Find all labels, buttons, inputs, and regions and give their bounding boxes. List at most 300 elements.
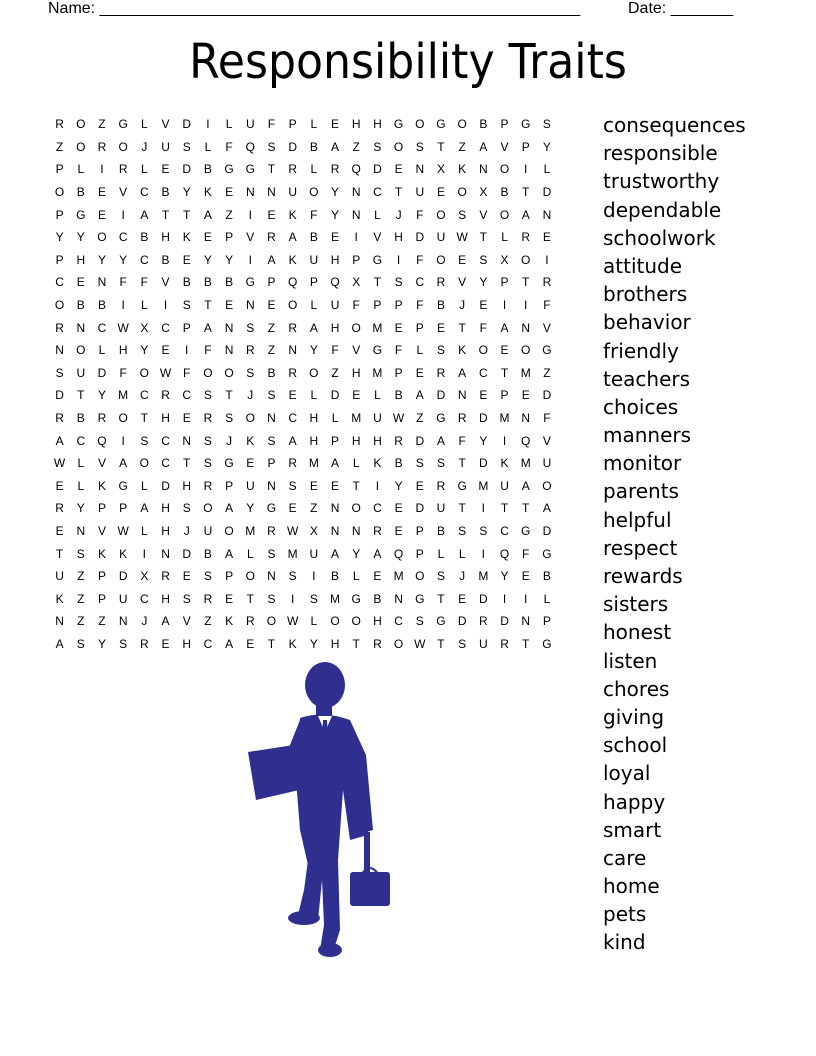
- grid-letter: D: [436, 388, 446, 403]
- grid-letter: T: [437, 591, 445, 606]
- grid-letter: B: [203, 546, 212, 561]
- grid-letter: D: [542, 523, 552, 538]
- grid-letter: L: [141, 298, 148, 313]
- grid-letter: N: [76, 523, 86, 538]
- grid-letter: O: [478, 343, 489, 358]
- grid-letter: T: [267, 162, 276, 177]
- grid-letter: N: [521, 614, 531, 629]
- grid-letter: B: [500, 185, 509, 200]
- grid-letter: F: [543, 298, 551, 313]
- grid-letter: W: [392, 411, 405, 426]
- grid-letter: F: [331, 343, 339, 358]
- grid-letter: F: [458, 433, 466, 448]
- grid-letter: F: [204, 343, 212, 358]
- grid-letter: G: [436, 117, 446, 132]
- grid-letter: Y: [97, 252, 106, 267]
- grid-letter: R: [140, 636, 149, 651]
- grid-letter: C: [161, 320, 170, 335]
- grid-letter: M: [118, 388, 129, 403]
- grid-letter: Y: [331, 207, 340, 222]
- grid-letter: R: [203, 411, 213, 426]
- grid-letter: F: [543, 411, 551, 426]
- grid-letter: V: [161, 117, 170, 132]
- grid-letter: G: [436, 411, 446, 426]
- grid-letter: T: [183, 207, 191, 222]
- grid-letter: N: [542, 207, 552, 222]
- grid-letter: F: [479, 320, 488, 335]
- grid-letter: T: [204, 298, 212, 313]
- grid-letter: N: [521, 320, 531, 335]
- word-list-item: teachers: [603, 366, 691, 391]
- grid-letter: O: [457, 185, 467, 200]
- grid-letter: E: [458, 591, 467, 606]
- grid-letter: O: [224, 523, 234, 538]
- grid-letter: I: [248, 207, 252, 222]
- grid-row: [49, 339, 585, 362]
- grid-letter: J: [395, 207, 402, 222]
- grid-letter: Y: [352, 546, 361, 561]
- grid-letter: V: [479, 207, 488, 222]
- grid-letter: N: [245, 185, 255, 200]
- grid-letter: L: [437, 546, 445, 561]
- grid-letter: T: [246, 591, 254, 606]
- grid-letter: L: [141, 162, 148, 177]
- grid-letter: G: [542, 636, 552, 651]
- grid-letter: U: [415, 185, 425, 200]
- grid-letter: R: [288, 456, 297, 471]
- grid-letter: C: [76, 433, 86, 448]
- word-list-item: parents: [603, 479, 679, 504]
- grid-letter: I: [354, 230, 358, 245]
- grid-letter: U: [373, 411, 382, 426]
- grid-letter: R: [288, 162, 297, 177]
- word-list-item: honest: [603, 620, 672, 645]
- grid-letter: L: [98, 343, 106, 358]
- word-list-item: manners: [603, 423, 692, 448]
- grid-letter: E: [182, 411, 191, 426]
- grid-letter: R: [267, 230, 276, 245]
- grid-letter: V: [97, 456, 106, 471]
- grid-letter: A: [309, 320, 318, 335]
- grid-letter: U: [436, 501, 446, 516]
- grid-letter: Z: [458, 139, 466, 154]
- grid-letter: L: [77, 478, 85, 493]
- grid-letter: A: [542, 501, 551, 516]
- grid-letter: P: [309, 275, 318, 290]
- grid-letter: A: [225, 636, 234, 651]
- word-list-item: sisters: [603, 592, 669, 617]
- grid-letter: J: [141, 614, 148, 629]
- grid-letter: E: [394, 523, 403, 538]
- grid-letter: O: [393, 636, 404, 651]
- grid-letter: R: [373, 523, 382, 538]
- grid-letter: E: [352, 388, 361, 403]
- grid-letter: B: [203, 162, 212, 177]
- grid-letter: R: [436, 365, 446, 380]
- grid-letter: O: [393, 139, 404, 154]
- grid-letter: O: [139, 456, 150, 471]
- grid-letter: O: [139, 365, 150, 380]
- grid-row: [49, 633, 585, 656]
- grid-letter: N: [118, 614, 128, 629]
- grid-letter: O: [309, 365, 319, 380]
- grid-letter: W: [159, 365, 172, 380]
- grid-letter: J: [247, 388, 254, 403]
- grid-letter: Y: [76, 230, 85, 245]
- grid-letter: K: [458, 162, 467, 177]
- grid-letter: Y: [500, 569, 509, 584]
- grid-letter: Z: [352, 139, 360, 154]
- grid-letter: Y: [140, 343, 149, 358]
- grid-letter: S: [182, 298, 191, 313]
- grid-letter: K: [182, 230, 191, 245]
- grid-letter: P: [415, 523, 424, 538]
- grid-letter: O: [245, 569, 255, 584]
- grid-letter: V: [373, 230, 382, 245]
- grid-letter: P: [415, 546, 424, 561]
- grid-letter: T: [500, 501, 509, 516]
- grid-letter: N: [330, 523, 340, 538]
- grid-letter: U: [288, 185, 297, 200]
- grid-letter: O: [203, 365, 213, 380]
- grid-letter: A: [500, 320, 509, 335]
- grid-letter: Z: [55, 139, 64, 154]
- grid-letter: V: [458, 275, 467, 290]
- header: [48, 0, 748, 20]
- grid-letter: A: [140, 501, 149, 516]
- grid-letter: O: [203, 501, 213, 516]
- grid-letter: A: [458, 365, 467, 380]
- grid-letter: O: [287, 298, 298, 313]
- grid-letter: T: [140, 411, 149, 426]
- grid-letter: S: [203, 569, 212, 584]
- grid-letter: C: [118, 230, 128, 245]
- grid-letter: S: [288, 478, 297, 493]
- grid-letter: Z: [267, 343, 276, 358]
- grid-letter: Y: [97, 388, 106, 403]
- grid-letter: G: [457, 478, 467, 493]
- grid-letter: N: [267, 411, 276, 426]
- grid-letter: E: [246, 636, 255, 651]
- businessman-silhouette-icon: [238, 660, 408, 960]
- grid-letter: I: [502, 298, 507, 313]
- grid-letter: W: [456, 230, 468, 245]
- grid-letter: L: [310, 298, 318, 313]
- grid-letter: E: [436, 185, 445, 200]
- grid-letter: O: [521, 343, 531, 358]
- grid-row: [49, 475, 585, 498]
- grid-letter: T: [522, 185, 530, 200]
- grid-letter: D: [479, 456, 488, 471]
- grid-letter: R: [436, 275, 446, 290]
- grid-letter: I: [100, 162, 104, 177]
- grid-letter: S: [182, 591, 191, 606]
- grid-letter: N: [267, 478, 276, 493]
- grid-letter: X: [309, 523, 318, 538]
- grid-letter: C: [373, 501, 382, 516]
- grid-letter: S: [458, 636, 467, 651]
- grid-letter: S: [203, 456, 212, 471]
- grid-letter: N: [267, 569, 276, 584]
- grid-letter: T: [55, 546, 64, 561]
- grid-letter: O: [351, 501, 361, 516]
- grid-letter: S: [246, 365, 255, 380]
- grid-letter: P: [97, 569, 106, 584]
- word-list-item: friendly: [603, 338, 679, 363]
- grid-row: [49, 384, 585, 407]
- grid-letter: D: [373, 162, 382, 177]
- word-list-item: respect: [603, 535, 678, 560]
- grid-letter: P: [55, 207, 64, 222]
- grid-letter: L: [141, 117, 148, 132]
- grid-letter: L: [141, 523, 148, 538]
- grid-letter: H: [330, 320, 340, 335]
- grid-letter: A: [288, 433, 297, 448]
- grid-letter: X: [140, 320, 149, 335]
- grid-letter: P: [542, 614, 551, 629]
- word-list-item: pets: [603, 902, 647, 927]
- grid-letter: E: [436, 320, 445, 335]
- grid-letter: D: [415, 501, 425, 516]
- grid-letter: O: [415, 569, 425, 584]
- grid-letter: K: [458, 343, 467, 358]
- word-list-item: consequences: [603, 113, 746, 137]
- grid-letter: C: [203, 636, 213, 651]
- grid-letter: A: [479, 139, 488, 154]
- grid-letter: I: [142, 546, 147, 561]
- grid-letter: B: [182, 275, 191, 290]
- grid-letter: S: [246, 320, 255, 335]
- grid-row: [49, 113, 585, 136]
- grid-row: [49, 249, 585, 272]
- grid-letter: E: [331, 478, 340, 493]
- grid-letter: R: [288, 320, 297, 335]
- grid-letter: G: [521, 523, 531, 538]
- grid-letter: G: [521, 117, 531, 132]
- grid-letter: P: [55, 162, 64, 177]
- grid-letter: E: [225, 298, 234, 313]
- grid-letter: I: [524, 298, 528, 313]
- date-field-label: Date: _______: [628, 0, 733, 17]
- grid-row: [49, 294, 585, 317]
- grid-letter: H: [118, 343, 128, 358]
- grid-letter: L: [543, 162, 551, 177]
- grid-letter: T: [437, 636, 445, 651]
- grid-letter: Q: [97, 433, 107, 448]
- grid-letter: S: [267, 591, 276, 606]
- grid-letter: Q: [521, 433, 531, 448]
- grid-letter: R: [394, 433, 403, 448]
- grid-letter: N: [267, 185, 276, 200]
- word-list-item: schoolwork: [603, 225, 716, 250]
- grid-letter: H: [161, 230, 170, 245]
- grid-letter: A: [55, 636, 64, 651]
- grid-letter: S: [182, 139, 191, 154]
- grid-letter: L: [374, 207, 381, 222]
- grid-letter: N: [224, 343, 234, 358]
- grid-letter: L: [352, 456, 360, 471]
- grid-letter: Q: [351, 162, 361, 177]
- grid-letter: F: [267, 117, 276, 132]
- grid-letter: B: [140, 230, 149, 245]
- grid-letter: O: [521, 252, 531, 267]
- grid-letter: T: [352, 478, 360, 493]
- grid-letter: M: [520, 456, 531, 471]
- grid-letter: O: [54, 185, 65, 200]
- word-list-item: trustworthy: [603, 169, 720, 194]
- grid-letter: L: [77, 456, 85, 471]
- grid-letter: H: [182, 636, 192, 651]
- word-list-item: brothers: [603, 282, 688, 307]
- grid-letter: N: [394, 591, 403, 606]
- grid-letter: M: [520, 365, 531, 380]
- grid-letter: C: [140, 252, 149, 267]
- grid-letter: G: [245, 162, 255, 177]
- grid-letter: F: [225, 139, 233, 154]
- grid-letter: K: [373, 456, 382, 471]
- grid-letter: Y: [203, 252, 212, 267]
- grid-letter: T: [522, 501, 530, 516]
- grid-letter: E: [55, 523, 64, 538]
- grid-letter: M: [478, 478, 489, 493]
- grid-letter: B: [76, 298, 85, 313]
- grid-letter: L: [501, 230, 508, 245]
- grid-letter: L: [77, 162, 85, 177]
- grid-letter: G: [224, 162, 234, 177]
- grid-letter: Q: [499, 546, 510, 561]
- grid-letter: U: [203, 523, 213, 538]
- grid-letter: G: [266, 501, 277, 516]
- grid-letter: T: [77, 388, 85, 403]
- grid-letter: R: [55, 501, 64, 516]
- grid-letter: E: [309, 478, 318, 493]
- grid-letter: Y: [76, 501, 85, 516]
- grid-letter: K: [97, 546, 106, 561]
- grid-letter: T: [161, 207, 170, 222]
- grid-letter: O: [351, 614, 361, 629]
- grid-letter: S: [203, 388, 212, 403]
- grid-letter: C: [140, 388, 149, 403]
- grid-letter: S: [76, 636, 85, 651]
- grid-letter: S: [415, 614, 424, 629]
- word-list-item: home: [603, 874, 660, 899]
- grid-letter: Y: [309, 343, 318, 358]
- grid-letter: P: [97, 591, 106, 606]
- grid-letter: E: [225, 591, 234, 606]
- grid-letter: S: [436, 569, 445, 584]
- grid-letter: A: [288, 230, 297, 245]
- grid-letter: F: [119, 275, 127, 290]
- grid-letter: B: [436, 523, 445, 538]
- grid-row: [49, 610, 585, 633]
- grid-letter: D: [415, 230, 425, 245]
- grid-letter: K: [203, 185, 212, 200]
- grid-letter: B: [76, 185, 85, 200]
- grid-letter: N: [521, 411, 531, 426]
- word-list-item: school: [603, 733, 668, 758]
- grid-letter: P: [55, 252, 64, 267]
- grid-letter: E: [479, 298, 488, 313]
- grid-letter: F: [394, 343, 403, 358]
- word-list-item: monitor: [603, 451, 682, 476]
- grid-letter: E: [161, 636, 170, 651]
- word-list-item: rewards: [603, 564, 683, 588]
- grid-letter: V: [500, 139, 509, 154]
- grid-letter: T: [522, 275, 530, 290]
- grid-letter: R: [330, 162, 340, 177]
- grid-letter: N: [351, 207, 361, 222]
- grid-letter: C: [373, 185, 382, 200]
- word-list-item: dependable: [603, 197, 722, 222]
- grid-letter: D: [330, 388, 340, 403]
- grid-letter: F: [352, 298, 360, 313]
- grid-letter: T: [352, 636, 360, 651]
- grid-letter: C: [394, 614, 403, 629]
- grid-letter: R: [55, 117, 64, 132]
- grid-letter: S: [267, 388, 276, 403]
- grid-letter: C: [415, 275, 425, 290]
- grid-letter: X: [436, 162, 445, 177]
- grid-letter: L: [352, 569, 360, 584]
- grid-letter: A: [161, 614, 170, 629]
- grid-letter: S: [267, 433, 276, 448]
- grid-row: [49, 181, 585, 204]
- grid-letter: I: [524, 591, 528, 606]
- grid-letter: Z: [98, 614, 106, 629]
- grid-letter: O: [76, 139, 86, 154]
- grid-letter: N: [479, 162, 488, 177]
- grid-letter: N: [351, 185, 361, 200]
- grid-letter: H: [351, 433, 361, 448]
- grid-letter: E: [246, 456, 255, 471]
- grid-letter: W: [117, 523, 129, 538]
- grid-letter: D: [457, 614, 467, 629]
- grid-letter: U: [76, 365, 86, 380]
- grid-letter: P: [394, 298, 403, 313]
- grid-letter: R: [542, 275, 552, 290]
- grid-letter: H: [373, 433, 382, 448]
- word-list-item: loyal: [603, 761, 651, 786]
- grid-letter: N: [182, 433, 192, 448]
- grid-letter: T: [373, 275, 382, 290]
- grid-letter: N: [55, 343, 64, 358]
- grid-letter: E: [161, 343, 170, 358]
- grid-letter: S: [119, 636, 128, 651]
- grid-letter: A: [436, 433, 445, 448]
- grid-letter: G: [542, 343, 552, 358]
- grid-letter: E: [458, 252, 467, 267]
- grid-letter: L: [310, 117, 318, 132]
- grid-letter: C: [182, 388, 192, 403]
- grid-letter: C: [161, 456, 170, 471]
- grid-letter: X: [479, 185, 488, 200]
- grid-letter: N: [97, 275, 107, 290]
- grid-letter: S: [225, 411, 234, 426]
- grid-letter: H: [76, 252, 86, 267]
- grid-letter: M: [351, 411, 362, 426]
- grid-row: [49, 203, 585, 226]
- grid-letter: K: [225, 614, 234, 629]
- grid-letter: B: [436, 298, 445, 313]
- grid-letter: D: [479, 591, 488, 606]
- grid-row: [49, 226, 585, 249]
- grid-letter: A: [415, 388, 424, 403]
- grid-letter: Z: [310, 501, 318, 516]
- grid-letter: T: [225, 388, 233, 403]
- grid-letter: P: [225, 478, 234, 493]
- grid-letter: R: [267, 523, 276, 538]
- grid-letter: O: [351, 320, 361, 335]
